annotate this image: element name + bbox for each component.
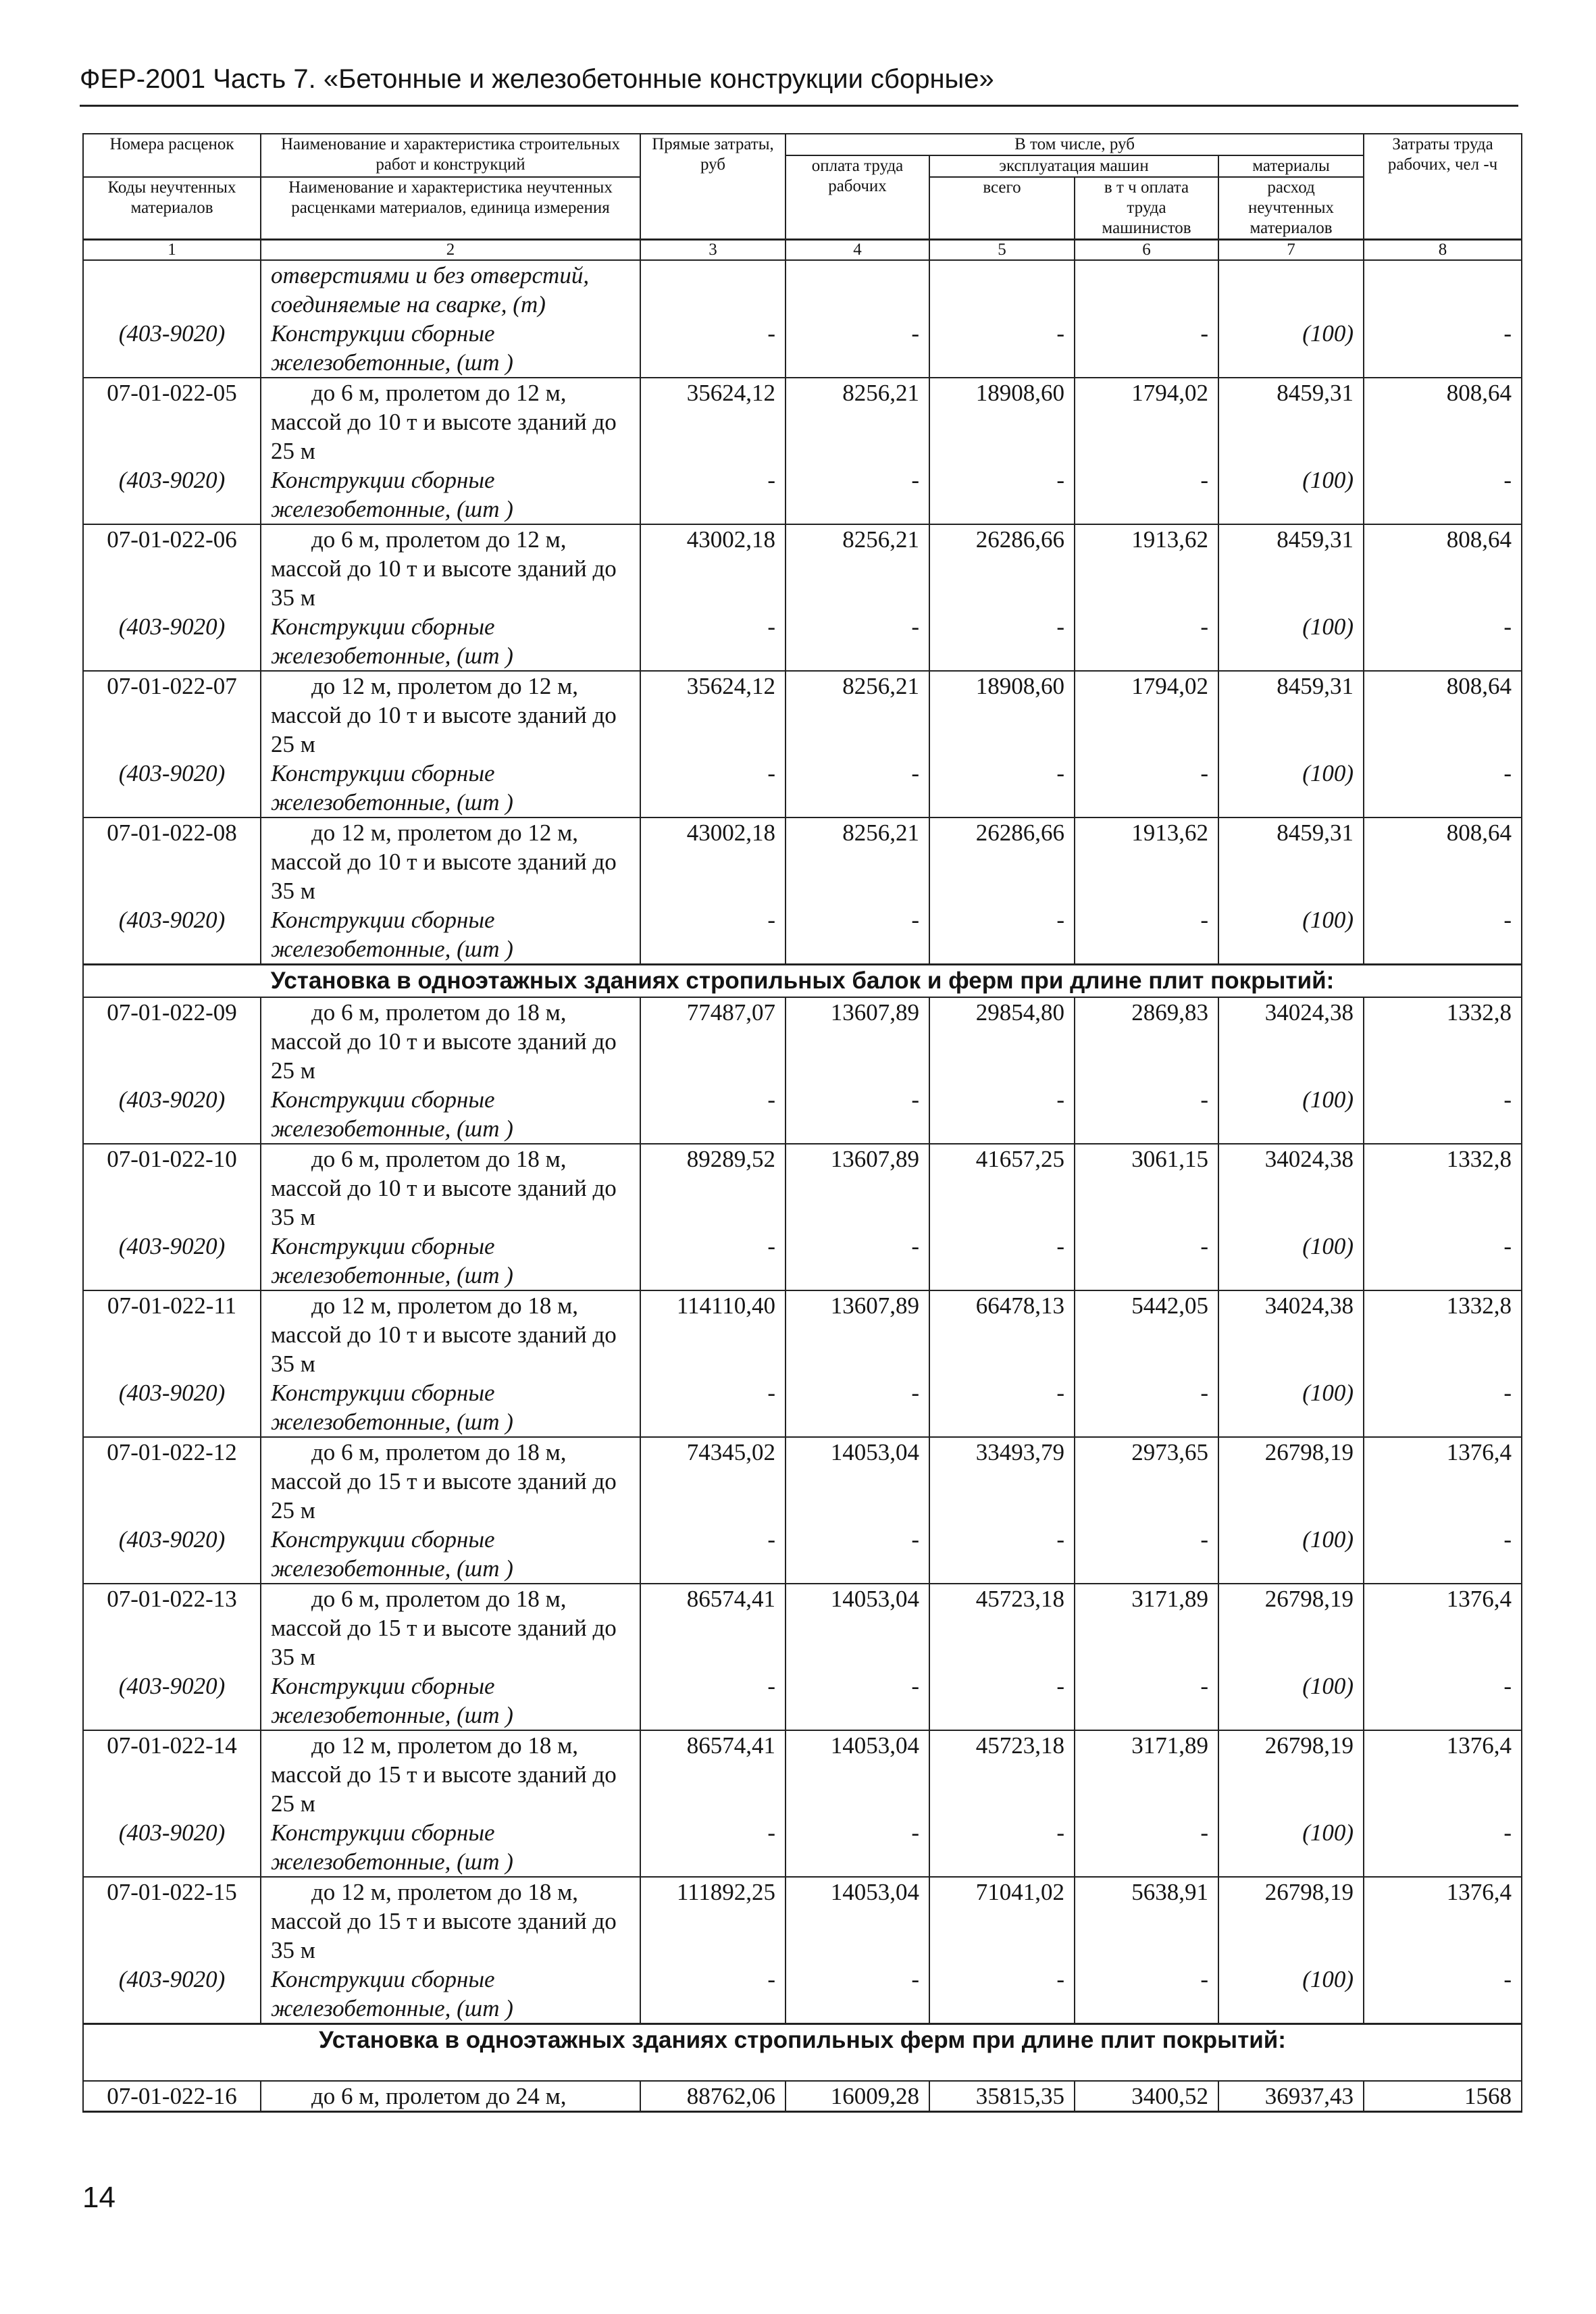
machine-cost: 26286,66 bbox=[929, 818, 1075, 905]
operator-cost: - bbox=[1075, 1525, 1218, 1584]
rate-row bbox=[83, 671, 1522, 759]
material-code: (403-9020) bbox=[83, 759, 261, 818]
direct-cost: 86574,41 bbox=[640, 1730, 786, 1818]
material-code: (403-9020) bbox=[83, 1671, 261, 1730]
material-row bbox=[83, 905, 1522, 965]
direct-cost: - bbox=[640, 1085, 786, 1144]
operator-cost: 3171,89 bbox=[1075, 1584, 1218, 1671]
operator-cost: - bbox=[1075, 1378, 1218, 1437]
direct-cost: - bbox=[640, 319, 786, 378]
machine-cost: - bbox=[929, 759, 1075, 818]
machine-cost: 18908,60 bbox=[929, 378, 1075, 466]
material-code: (403-9020) bbox=[83, 319, 261, 378]
material-qty: (100) bbox=[1218, 905, 1364, 965]
rate-code: 07-01-022-10 bbox=[83, 1144, 261, 1232]
rate-code: 07-01-022-09 bbox=[83, 997, 261, 1085]
section-heading-row bbox=[83, 2024, 1522, 2057]
direct-cost: 74345,02 bbox=[640, 1437, 786, 1525]
header-col1-bottom: Коды неучтенных материалов bbox=[83, 177, 261, 240]
operator-cost: - bbox=[1075, 1232, 1218, 1290]
material-name: Конструкции сборные железобетонные, (шт ) bbox=[261, 1525, 640, 1584]
labor-cost: - bbox=[786, 1525, 929, 1584]
machine-cost: - bbox=[929, 1378, 1075, 1437]
rate-description-text: до 6 м, пролетом до 18 м, массой до 15 т и высоте зданий до 25 м bbox=[271, 1439, 617, 1524]
rate-description bbox=[261, 997, 640, 1085]
rate-description-text: до 6 м, пролетом до 12 м, массой до 10 т и высоте зданий до 35 м bbox=[271, 526, 617, 611]
machine-cost: 35815,35 bbox=[929, 2081, 1075, 2112]
rate-code: 07-01-022-06 bbox=[83, 524, 261, 612]
labor-hours: - bbox=[1364, 1232, 1522, 1290]
material-code: (403-9020) bbox=[83, 612, 261, 671]
material-cost: 36937,43 bbox=[1218, 2081, 1364, 2112]
labor-cost: - bbox=[786, 319, 929, 378]
machine-cost: - bbox=[929, 1965, 1075, 2024]
labor-cost: - bbox=[786, 759, 929, 818]
material-row bbox=[83, 1525, 1522, 1584]
labor-cost: - bbox=[786, 1965, 929, 2024]
labor-cost: 14053,04 bbox=[786, 1730, 929, 1818]
labor-cost: 8256,21 bbox=[786, 378, 929, 466]
labor-hours: 808,64 bbox=[1364, 524, 1522, 612]
spacer-cell bbox=[83, 2056, 1522, 2081]
labor-hours: - bbox=[1364, 1671, 1522, 1730]
labor-hours: 808,64 bbox=[1364, 818, 1522, 905]
rate-code: 07-01-022-08 bbox=[83, 818, 261, 905]
direct-cost: - bbox=[640, 1965, 786, 2024]
material-cost: 8459,31 bbox=[1218, 818, 1364, 905]
machine-cost: 29854,80 bbox=[929, 997, 1075, 1085]
machine-cost: - bbox=[929, 1818, 1075, 1877]
machine-cost: 41657,25 bbox=[929, 1144, 1075, 1232]
machine-cost: - bbox=[929, 466, 1075, 524]
header-col6: в т ч оплата труда машинистов bbox=[1075, 177, 1218, 240]
operator-cost: 1794,02 bbox=[1075, 378, 1218, 466]
material-row bbox=[83, 1671, 1522, 1730]
operator-cost: - bbox=[1075, 466, 1218, 524]
rate-description-text: до 12 м, пролетом до 18 м, массой до 15 т и высоте зданий до 35 м bbox=[271, 1879, 617, 1963]
labor-cost: 8256,21 bbox=[786, 818, 929, 905]
rate-description bbox=[261, 1730, 640, 1818]
labor-cost: 16009,28 bbox=[786, 2081, 929, 2112]
section-heading: Установка в одноэтажных зданиях стропильных балок и ферм при длине плит покрытий: bbox=[83, 965, 1522, 998]
page-number: 14 bbox=[82, 2181, 115, 2214]
material-cost: 34024,38 bbox=[1218, 1144, 1364, 1232]
material-cost: 26798,19 bbox=[1218, 1877, 1364, 1965]
direct-cost: - bbox=[640, 1378, 786, 1437]
direct-cost: 86574,41 bbox=[640, 1584, 786, 1671]
direct-cost: - bbox=[640, 1671, 786, 1730]
direct-cost: 114110,40 bbox=[640, 1290, 786, 1378]
material-row bbox=[83, 759, 1522, 818]
material-code: (403-9020) bbox=[83, 466, 261, 524]
material-cost: 34024,38 bbox=[1218, 1290, 1364, 1378]
labor-hours: - bbox=[1364, 1525, 1522, 1584]
labor-hours: 808,64 bbox=[1364, 671, 1522, 759]
rate-description bbox=[261, 1584, 640, 1671]
direct-cost: 88762,06 bbox=[640, 2081, 786, 2112]
direct-cost: - bbox=[640, 1232, 786, 1290]
material-code: (403-9020) bbox=[83, 905, 261, 965]
rate-row bbox=[83, 524, 1522, 612]
column-number: 4 bbox=[786, 240, 929, 261]
material-name: Конструкции сборные железобетонные, (шт ) bbox=[261, 1085, 640, 1144]
machine-cost: 71041,02 bbox=[929, 1877, 1075, 1965]
machine-cost: - bbox=[929, 905, 1075, 965]
machine-cost: 18908,60 bbox=[929, 671, 1075, 759]
labor-cost: 8256,21 bbox=[786, 524, 929, 612]
rate-description bbox=[261, 2081, 640, 2112]
labor-cost: - bbox=[786, 905, 929, 965]
material-row bbox=[83, 1085, 1522, 1144]
section-spacer bbox=[83, 2056, 1522, 2081]
direct-cost: - bbox=[640, 1818, 786, 1877]
operator-cost: 3400,52 bbox=[1075, 2081, 1218, 2112]
operator-cost: - bbox=[1075, 319, 1218, 378]
column-number: 5 bbox=[929, 240, 1075, 261]
rate-description bbox=[261, 1437, 640, 1525]
column-number: 1 bbox=[83, 240, 261, 261]
rate-row bbox=[83, 1877, 1522, 1965]
intro-material-row bbox=[83, 319, 1522, 378]
material-cost: 26798,19 bbox=[1218, 1437, 1364, 1525]
operator-cost: 3171,89 bbox=[1075, 1730, 1218, 1818]
machine-cost: 26286,66 bbox=[929, 524, 1075, 612]
header-rule bbox=[80, 105, 1518, 107]
labor-hours: 1376,4 bbox=[1364, 1730, 1522, 1818]
machine-cost: - bbox=[929, 612, 1075, 671]
labor-cost: - bbox=[786, 466, 929, 524]
material-qty: (100) bbox=[1218, 1525, 1364, 1584]
material-qty: (100) bbox=[1218, 1085, 1364, 1144]
operator-cost: - bbox=[1075, 1085, 1218, 1144]
operator-cost: 5442,05 bbox=[1075, 1290, 1218, 1378]
material-cost: 34024,38 bbox=[1218, 997, 1364, 1085]
material-name: Конструкции сборные железобетонные, (шт ) bbox=[261, 1232, 640, 1290]
material-name: Конструкции сборные железобетонные, (шт ) bbox=[261, 319, 640, 378]
header-group-in-total: В том числе, руб bbox=[786, 134, 1364, 155]
material-qty: (100) bbox=[1218, 1818, 1364, 1877]
machine-cost: 45723,18 bbox=[929, 1730, 1075, 1818]
direct-cost: - bbox=[640, 759, 786, 818]
labor-cost: - bbox=[786, 612, 929, 671]
labor-hours: - bbox=[1364, 466, 1522, 524]
header-col5: всего bbox=[929, 177, 1075, 240]
operator-cost: - bbox=[1075, 1671, 1218, 1730]
material-row bbox=[83, 1378, 1522, 1437]
material-code: (403-9020) bbox=[83, 1818, 261, 1877]
rate-row bbox=[83, 378, 1522, 466]
operator-cost: - bbox=[1075, 612, 1218, 671]
rate-description bbox=[261, 378, 640, 466]
rate-description bbox=[261, 818, 640, 905]
operator-cost: 1794,02 bbox=[1075, 671, 1218, 759]
rate-description bbox=[261, 1290, 640, 1378]
rate-row bbox=[83, 1437, 1522, 1525]
rate-description-text: до 12 м, пролетом до 12 м, массой до 10 т и высоте зданий до 25 м bbox=[271, 673, 617, 757]
rate-description-text: до 6 м, пролетом до 18 м, массой до 15 т и высоте зданий до 35 м bbox=[271, 1586, 617, 1670]
direct-cost: - bbox=[640, 1525, 786, 1584]
labor-cost: 13607,89 bbox=[786, 997, 929, 1085]
machine-cost: 33493,79 bbox=[929, 1437, 1075, 1525]
material-qty: (100) bbox=[1218, 1671, 1364, 1730]
intro-row bbox=[83, 260, 1522, 319]
header-col8: Затраты труда рабочих, чел -ч bbox=[1364, 134, 1522, 240]
material-row bbox=[83, 1818, 1522, 1877]
labor-cost: - bbox=[786, 1671, 929, 1730]
operator-cost: 2869,83 bbox=[1075, 997, 1218, 1085]
material-name: Конструкции сборные железобетонные, (шт ) bbox=[261, 466, 640, 524]
material-name: Конструкции сборные железобетонные, (шт ) bbox=[261, 905, 640, 965]
header-group-machines: эксплуатация машин bbox=[929, 155, 1218, 177]
header-col4: оплата труда рабочих bbox=[786, 155, 929, 240]
material-row bbox=[83, 612, 1522, 671]
rate-description-text: до 12 м, пролетом до 12 м, массой до 10 т и высоте зданий до 35 м bbox=[271, 820, 617, 904]
intro-text: отверстиями и без отверстий, соединяемые на сварке, (т) bbox=[261, 260, 640, 319]
labor-hours: - bbox=[1364, 1965, 1522, 2024]
labor-cost: - bbox=[786, 1818, 929, 1877]
direct-cost: 35624,12 bbox=[640, 671, 786, 759]
material-cost: 26798,19 bbox=[1218, 1584, 1364, 1671]
labor-cost: 14053,04 bbox=[786, 1584, 929, 1671]
rate-code: 07-01-022-14 bbox=[83, 1730, 261, 1818]
rates-table bbox=[82, 133, 1522, 2113]
header-group-materials: материалы bbox=[1218, 155, 1364, 177]
material-code: (403-9020) bbox=[83, 1085, 261, 1144]
material-row bbox=[83, 1232, 1522, 1290]
operator-cost: - bbox=[1075, 1965, 1218, 2024]
direct-cost: - bbox=[640, 466, 786, 524]
header-col1-top: Номера расценок bbox=[83, 134, 261, 177]
column-number: 6 bbox=[1075, 240, 1218, 261]
page-header: ФЕР-2001 Часть 7. «Бетонные и железобетонные конструкции сборные» bbox=[80, 64, 994, 94]
labor-cost: 14053,04 bbox=[786, 1877, 929, 1965]
labor-hours: - bbox=[1364, 905, 1522, 965]
labor-cost: - bbox=[786, 1085, 929, 1144]
operator-cost: 5638,91 bbox=[1075, 1877, 1218, 1965]
material-qty: (100) bbox=[1218, 1378, 1364, 1437]
direct-cost: 43002,18 bbox=[640, 818, 786, 905]
material-cost: 8459,31 bbox=[1218, 671, 1364, 759]
labor-cost: 13607,89 bbox=[786, 1290, 929, 1378]
labor-hours: 1568 bbox=[1364, 2081, 1522, 2112]
labor-hours: 1376,4 bbox=[1364, 1437, 1522, 1525]
rate-row bbox=[83, 818, 1522, 905]
machine-cost: - bbox=[929, 1671, 1075, 1730]
labor-cost: 8256,21 bbox=[786, 671, 929, 759]
column-number: 8 bbox=[1364, 240, 1522, 261]
rate-row bbox=[83, 1290, 1522, 1378]
labor-hours: 808,64 bbox=[1364, 378, 1522, 466]
labor-hours: 1332,8 bbox=[1364, 1290, 1522, 1378]
rate-row bbox=[83, 1144, 1522, 1232]
rate-description-text: до 12 м, пролетом до 18 м, массой до 15 т и высоте зданий до 25 м bbox=[271, 1732, 617, 1817]
rate-description-text: до 6 м, пролетом до 18 м, массой до 10 т и высоте зданий до 25 м bbox=[271, 999, 617, 1084]
labor-cost: 13607,89 bbox=[786, 1144, 929, 1232]
rate-description bbox=[261, 671, 640, 759]
material-row bbox=[83, 466, 1522, 524]
rate-description-text: до 6 м, пролетом до 12 м, массой до 10 т и высоте зданий до 25 м bbox=[271, 380, 617, 464]
rate-code: 07-01-022-11 bbox=[83, 1290, 261, 1378]
section-heading-row bbox=[83, 965, 1522, 998]
labor-hours: - bbox=[1364, 319, 1522, 378]
rate-description bbox=[261, 1144, 640, 1232]
machine-cost: - bbox=[929, 319, 1075, 378]
material-cost: 8459,31 bbox=[1218, 524, 1364, 612]
material-name: Конструкции сборные железобетонные, (шт ) bbox=[261, 759, 640, 818]
material-qty: (100) bbox=[1218, 759, 1364, 818]
labor-hours: - bbox=[1364, 759, 1522, 818]
operator-cost: - bbox=[1075, 905, 1218, 965]
header-col7: расход неучтенных материалов bbox=[1218, 177, 1364, 240]
material-name: Конструкции сборные железобетонные, (шт ) bbox=[261, 612, 640, 671]
operator-cost: 2973,65 bbox=[1075, 1437, 1218, 1525]
rate-code: 07-01-022-13 bbox=[83, 1584, 261, 1671]
header-col2-top: Наименование и характеристика строительных работ и конструкций bbox=[261, 134, 640, 177]
labor-hours: 1376,4 bbox=[1364, 1877, 1522, 1965]
rate-code: 07-01-022-12 bbox=[83, 1437, 261, 1525]
column-number: 2 bbox=[261, 240, 640, 261]
rate-row bbox=[83, 2081, 1522, 2112]
material-cost: 8459,31 bbox=[1218, 378, 1364, 466]
machine-cost: - bbox=[929, 1085, 1075, 1144]
machine-cost: - bbox=[929, 1232, 1075, 1290]
material-code: (403-9020) bbox=[83, 1965, 261, 2024]
rate-code: 07-01-022-07 bbox=[83, 671, 261, 759]
rate-description-text: до 12 м, пролетом до 18 м, массой до 10 т и высоте зданий до 35 м bbox=[271, 1292, 617, 1377]
labor-cost: - bbox=[786, 1378, 929, 1437]
labor-hours: - bbox=[1364, 1085, 1522, 1144]
material-name: Конструкции сборные железобетонные, (шт ) bbox=[261, 1378, 640, 1437]
rate-code: 07-01-022-16 bbox=[83, 2081, 261, 2112]
operator-cost: 1913,62 bbox=[1075, 818, 1218, 905]
direct-cost: 35624,12 bbox=[640, 378, 786, 466]
material-row bbox=[83, 1965, 1522, 2024]
rate-description bbox=[261, 1877, 640, 1965]
operator-cost: 1913,62 bbox=[1075, 524, 1218, 612]
rate-description-text: до 6 м, пролетом до 18 м, массой до 10 т и высоте зданий до 35 м bbox=[271, 1146, 617, 1230]
material-qty: (100) bbox=[1218, 319, 1364, 378]
rate-row bbox=[83, 1730, 1522, 1818]
operator-cost: 3061,15 bbox=[1075, 1144, 1218, 1232]
labor-cost: - bbox=[786, 1232, 929, 1290]
machine-cost: 66478,13 bbox=[929, 1290, 1075, 1378]
rate-code: 07-01-022-05 bbox=[83, 378, 261, 466]
rate-code: 07-01-022-15 bbox=[83, 1877, 261, 1965]
labor-hours: - bbox=[1364, 1378, 1522, 1437]
material-code: (403-9020) bbox=[83, 1232, 261, 1290]
material-code: (403-9020) bbox=[83, 1378, 261, 1437]
machine-cost: 45723,18 bbox=[929, 1584, 1075, 1671]
direct-cost: 77487,07 bbox=[640, 997, 786, 1085]
rate-description-text: до 6 м, пролетом до 24 м, bbox=[311, 2083, 567, 2109]
labor-hours: - bbox=[1364, 1818, 1522, 1877]
direct-cost: 111892,25 bbox=[640, 1877, 786, 1965]
rates-body bbox=[83, 378, 1522, 2112]
header-col3: Прямые затраты, руб bbox=[640, 134, 786, 240]
operator-cost: - bbox=[1075, 1818, 1218, 1877]
direct-cost: - bbox=[640, 612, 786, 671]
rate-row bbox=[83, 1584, 1522, 1671]
direct-cost: 43002,18 bbox=[640, 524, 786, 612]
material-qty: (100) bbox=[1218, 1965, 1364, 2024]
column-number: 7 bbox=[1218, 240, 1364, 261]
column-numbers-row bbox=[83, 240, 1522, 261]
material-qty: (100) bbox=[1218, 612, 1364, 671]
labor-hours: 1332,8 bbox=[1364, 1144, 1522, 1232]
material-name: Конструкции сборные железобетонные, (шт ) bbox=[261, 1965, 640, 2024]
direct-cost: 89289,52 bbox=[640, 1144, 786, 1232]
machine-cost: - bbox=[929, 1525, 1075, 1584]
material-name: Конструкции сборные железобетонные, (шт ) bbox=[261, 1818, 640, 1877]
rate-description bbox=[261, 524, 640, 612]
labor-cost: 14053,04 bbox=[786, 1437, 929, 1525]
material-name: Конструкции сборные железобетонные, (шт ) bbox=[261, 1671, 640, 1730]
labor-hours: 1376,4 bbox=[1364, 1584, 1522, 1671]
labor-hours: 1332,8 bbox=[1364, 997, 1522, 1085]
material-qty: (100) bbox=[1218, 466, 1364, 524]
material-code: (403-9020) bbox=[83, 1525, 261, 1584]
labor-hours: - bbox=[1364, 612, 1522, 671]
section-heading: Установка в одноэтажных зданиях стропильных ферм при длине плит покрытий: bbox=[83, 2024, 1522, 2057]
operator-cost: - bbox=[1075, 759, 1218, 818]
direct-cost: - bbox=[640, 905, 786, 965]
header-col2-bottom: Наименование и характеристика неучтенных расценками материалов, единица измерения bbox=[261, 177, 640, 240]
rate-row bbox=[83, 997, 1522, 1085]
material-cost: 26798,19 bbox=[1218, 1730, 1364, 1818]
column-number: 3 bbox=[640, 240, 786, 261]
material-qty: (100) bbox=[1218, 1232, 1364, 1290]
